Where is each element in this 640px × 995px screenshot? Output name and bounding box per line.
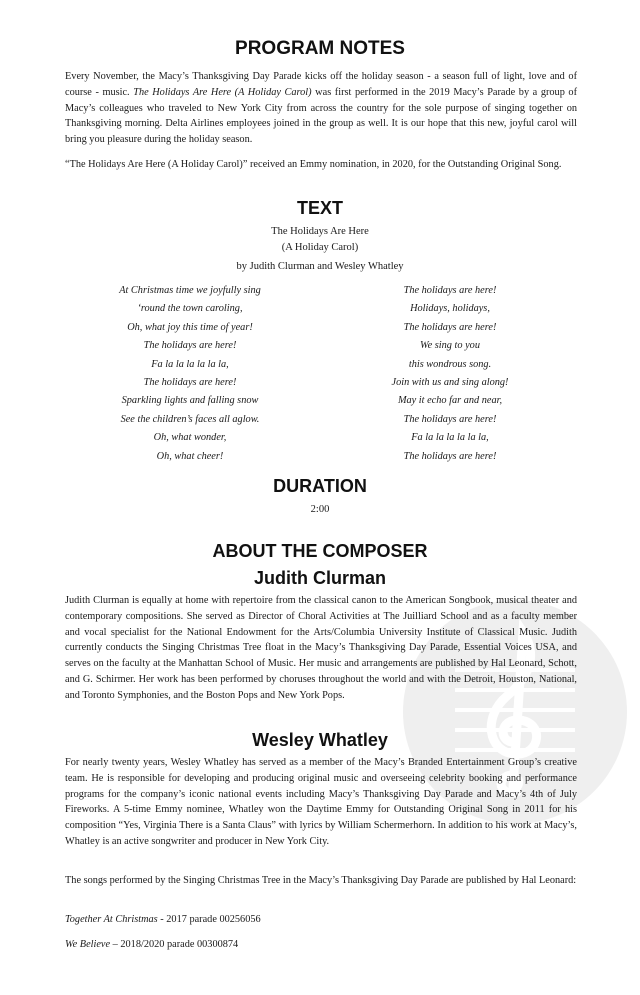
composer-name-clurman: Judith Clurman bbox=[253, 568, 386, 588]
lyric-line: Oh, what joy this time of year! bbox=[127, 321, 253, 333]
program-notes-paragraph bbox=[65, 69, 577, 148]
song-details-we-believe: – 2018/2020 parade 00300874 bbox=[110, 939, 239, 950]
lyric-line: this wondrous song. bbox=[408, 358, 492, 370]
lyrics-right-column bbox=[350, 282, 550, 466]
song-title-together-at-christmas: Together At Christmas bbox=[65, 914, 158, 925]
lyric-line: The holidays are here! bbox=[403, 285, 497, 296]
lyrics-left-column bbox=[90, 282, 290, 466]
lyric-line: The holidays are here! bbox=[403, 413, 497, 425]
song-title-we-believe: We Believe bbox=[65, 939, 111, 950]
song-entry-we-believe bbox=[65, 937, 577, 953]
lyric-line: Oh, what cheer! bbox=[156, 450, 224, 462]
song-title-line-2: (A Holiday Carol) bbox=[281, 242, 359, 253]
carol-title-italic: The Holidays Are Here (A Holiday Carol) bbox=[133, 86, 312, 98]
lyric-line: Oh, what wonder, bbox=[153, 432, 227, 444]
program-notes-text-a: Every November, the Macy’s Thanksgiving Day Parade kicks off the holiday season - a season full of light, love and of course - music. bbox=[65, 71, 577, 98]
emmy-nomination-paragraph: “The Holidays Are Here (A Holiday Carol)” received an Emmy nomination, in 2020, for the Outstanding Original Song. bbox=[65, 159, 562, 170]
duration-heading: DURATION bbox=[273, 476, 367, 496]
text-heading: TEXT bbox=[296, 198, 343, 218]
lyric-line: We sing to you bbox=[420, 340, 480, 352]
duration-value: 2:00 bbox=[310, 504, 330, 515]
lyric-line: Fa la la la la la la, bbox=[411, 432, 489, 444]
song-details-together: - 2017 parade 00256056 bbox=[157, 914, 261, 925]
program-notes-heading: PROGRAM NOTES bbox=[235, 38, 405, 59]
about-composer-heading: ABOUT THE COMPOSER bbox=[212, 541, 428, 561]
song-entry-together-at-christmas bbox=[65, 912, 577, 928]
program-notes-text-b: was first performed in the 2019 Macy’s Parade by a group of Macy’s colleagues who traveled to New York City from across the country for the sole purpose of singing together on Thanksgiving morning. Delta Airlines employees joined in the group as well. It is our hope that this new, joyful carol will bring you pleasure during the holiday season. bbox=[65, 86, 578, 146]
song-title-line-1: The Holidays Are Here bbox=[271, 226, 369, 237]
lyric-line: Holidays, holidays, bbox=[410, 303, 490, 315]
song-byline: by Judith Clurman and Wesley Whatley bbox=[236, 261, 404, 272]
composer-name-whatley: Wesley Whatley bbox=[252, 730, 388, 750]
lyric-line: See the children’s faces all aglow. bbox=[120, 413, 260, 425]
whatley-bio: For nearly twenty years, Wesley Whatley has served as a member of the Macy’s Branded Entertainment Group’s creative team. He is responsible for developing and producing original music and overseeing celebrity booking and performance programs for the company’s iconic national events including Macy’s Thanksgiving Day Parade and Macy’s 4th of July Fireworks. A 5-time Emmy nominee, Whatley won the Daytime Emmy for Outstanding Original Song in 2011 for his composition “Yes, Virginia There is a Santa Claus” with lyrics by William Schermerhorn. In addition to his work at Macy’s, Whatley is an active songwriter and producer in New York City. bbox=[65, 757, 577, 847]
lyric-line: The holidays are here! bbox=[143, 377, 237, 389]
lyric-line: At Christmas time we joyfully sing bbox=[119, 285, 261, 296]
clurman-bio: Judith Clurman is equally at home with repertoire from the classical canon to the American Songbook, musical theater and contemporary compositions. She served as Director of Choral Activities at The Juilliard School and as a faculty member and vocal specialist for the National Endowment for the Arts/Columbia University Institute of Classical Music. Judith currently conducts the Singing Christmas Tree float in the Macy’s Thanksgiving Day Parade, Essential Voices USA, and serves on the faculty at the Manhattan School of Music. Her music and arrangements are published by Hal Leonard, Schott, and G. Schirmer. Her work has been performed by choruses throughout the world and with the Detroit, Houston, National, and Toronto Symphonies, and the Boston Pops and New York Pops. bbox=[65, 595, 577, 701]
songs-published-intro: The songs performed by the Singing Christmas Tree in the Macy’s Thanksgiving Day Parade are published by Hal Leonard: bbox=[65, 875, 577, 886]
lyric-line: May it echo far and near, bbox=[397, 395, 503, 407]
lyric-line: Fa la la la la la la, bbox=[151, 358, 229, 370]
lyric-line: ‘round the town caroling, bbox=[137, 303, 243, 315]
lyric-line: The holidays are here! bbox=[143, 340, 237, 352]
lyric-line: The holidays are here! bbox=[403, 321, 497, 333]
lyric-line: The holidays are here! bbox=[403, 450, 497, 462]
lyric-line: Sparkling lights and falling snow bbox=[121, 395, 259, 407]
lyric-line: Join with us and sing along! bbox=[391, 377, 509, 389]
